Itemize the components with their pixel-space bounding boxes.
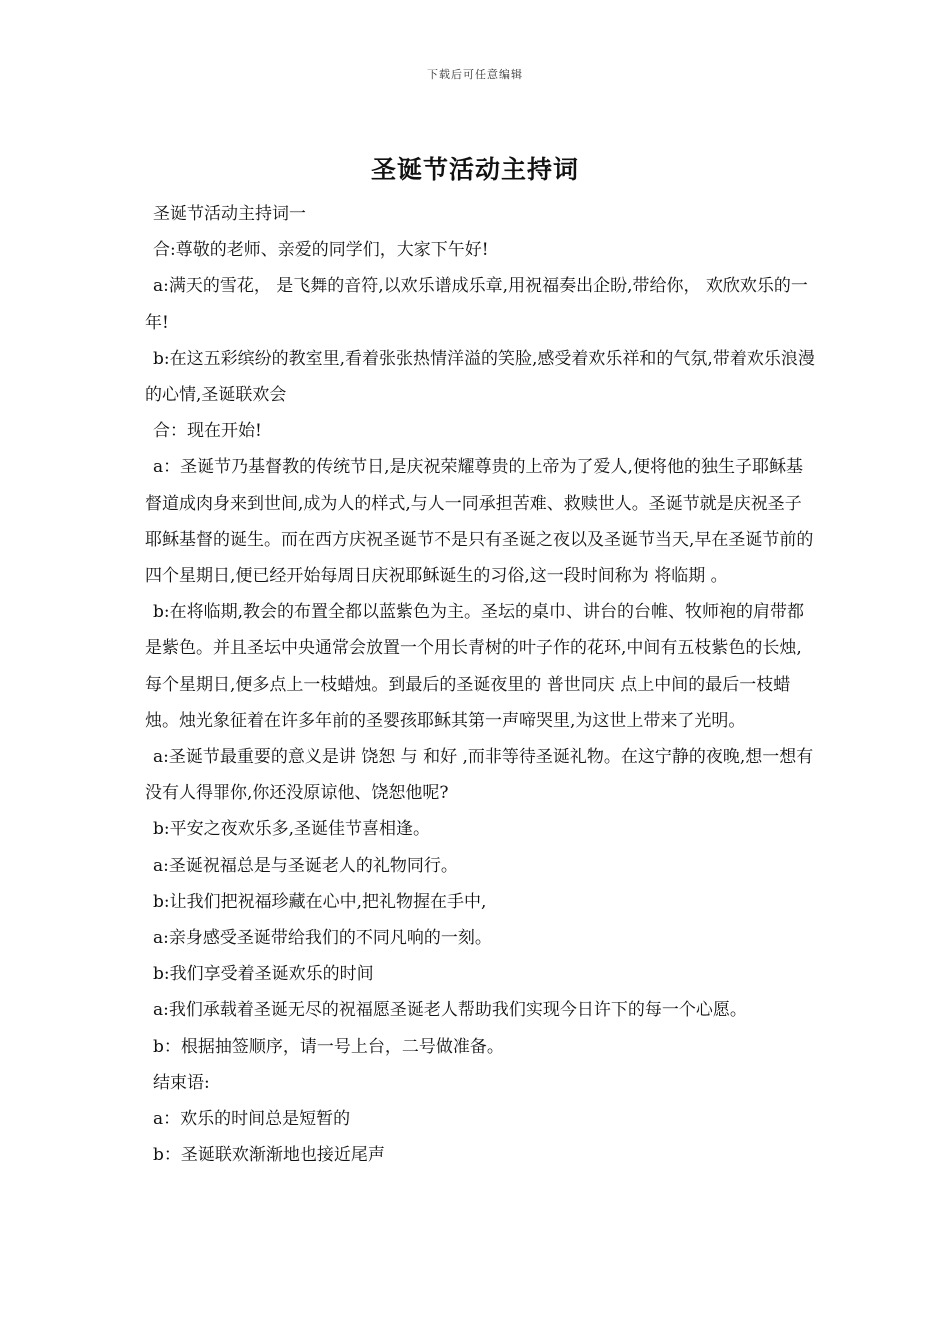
paragraph: b:让我们把祝福珍藏在心中,把礼物握在手中, <box>153 891 487 912</box>
paragraph: b:平安之夜欢乐多,圣诞佳节喜相逢。 <box>153 819 431 840</box>
paragraph: a:圣诞节最重要的意义是讲 饶恕 与 和好 ,而非等待圣诞礼物。在这宁静的夜晚,想一想有没有人得罪你,你还没原谅他、饶恕他呢? <box>145 747 814 804</box>
paragraph: b:在将临期,教会的布置全都以蓝紫色为主。圣坛的桌巾、讲台的台帷、牧师袍的肩带都是紫色。并且圣坛中央通常会放置一个用长青树的叶子作的花环,中间有五枝紫色的长烛,每个星期日,便多点上一枝蜡烛。到最后的圣诞夜里的 普世同庆 点上中间的最后一枝蜡烛。烛光象征着在许多年前的圣婴孩耶稣其第一声啼哭里,为这世上带来了光明。 <box>145 602 805 731</box>
paragraph-closing-heading: 结束语: <box>153 1072 210 1093</box>
paragraph: a：欢乐的时间总是短暂的 <box>153 1109 351 1130</box>
document-body <box>145 196 815 1173</box>
document-title: 圣诞节活动主持词 <box>370 155 579 184</box>
paragraph: b:在这五彩缤纷的教室里,看着张张热情洋溢的笑脸,感受着欢乐祥和的气氛,带着欢乐浪漫的心情,圣诞联欢会 <box>145 348 815 406</box>
header-note: 下载后可任意编辑 <box>427 68 523 81</box>
paragraph-subtitle: 圣诞节活动主持词一 <box>153 204 306 224</box>
paragraph: a:我们承载着圣诞无尽的祝福愿圣诞老人帮助我们实现今日许下的每一个心愿。 <box>153 1000 747 1021</box>
paragraph: a:满天的雪花， 是飞舞的音符,以欢乐谱成乐章,用祝福奏出企盼,带给你， 欢欣欢乐的一年! <box>145 276 808 333</box>
paragraph: b：根据抽签顺序，请一号上台，二号做准备。 <box>153 1036 504 1057</box>
paragraph: 合：现在开始! <box>153 421 262 442</box>
paragraph-greeting: 合:尊敬的老师、亲爱的同学们，大家下午好! <box>153 240 489 261</box>
paragraph: b：圣诞联欢渐渐地也接近尾声 <box>153 1145 385 1166</box>
paragraph: a：圣诞节乃基督教的传统节日,是庆祝荣耀尊贵的上帝为了爱人,便将他的独生子耶稣基督道成肉身来到世间,成为人的样式,与人一同承担苦难、救赎世人。圣诞节就是庆祝圣子耶稣基督的诞生。而在西方庆祝圣诞节不是只有圣诞之夜以及圣诞节当天,早在圣诞节前的四个星期日,便已经开始每周日庆祝耶稣诞生的习俗,这一段时间称为 将临期 。 <box>145 457 814 587</box>
paragraph: a:亲身感受圣诞带给我们的不同凡响的一刻。 <box>153 928 492 949</box>
paragraph: a:圣诞祝福总是与圣诞老人的礼物同行。 <box>153 855 458 876</box>
paragraph: b:我们享受着圣诞欢乐的时间 <box>153 964 374 985</box>
